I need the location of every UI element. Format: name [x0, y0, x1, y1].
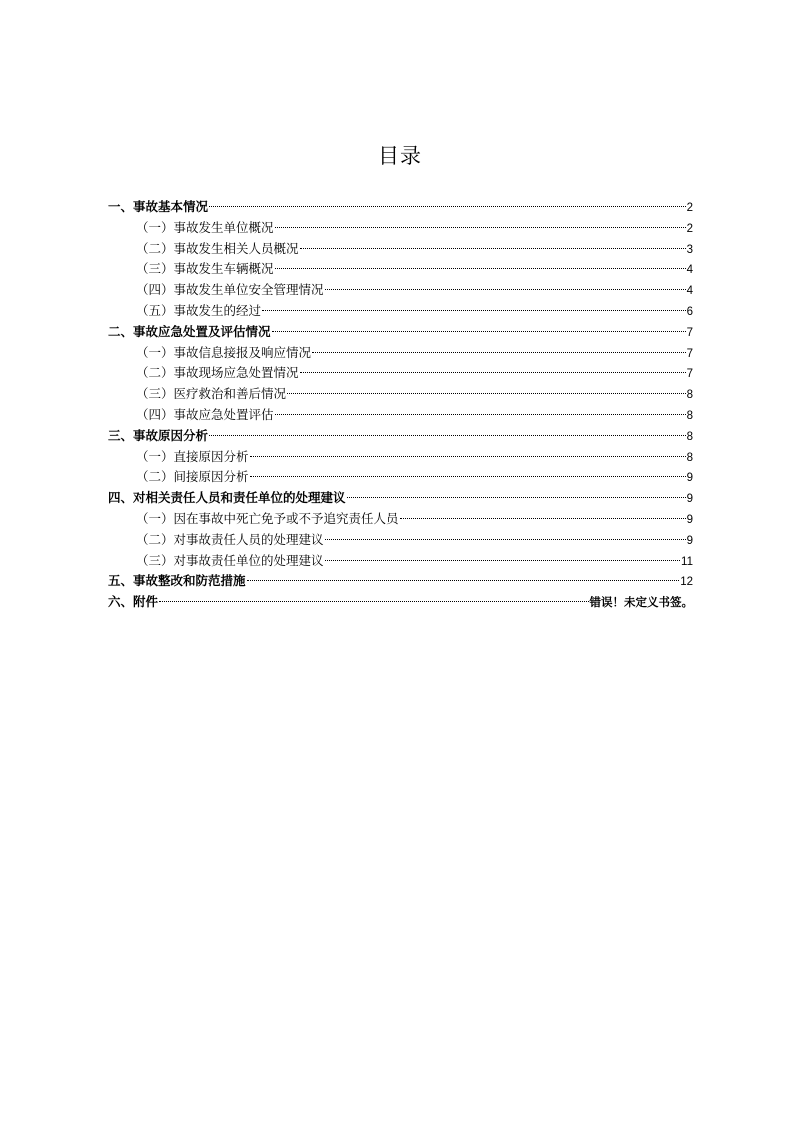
toc-entry[interactable] — [108, 301, 693, 322]
toc-entry-page: 8 — [686, 430, 693, 443]
toc-entry[interactable] — [108, 218, 693, 239]
toc-entry[interactable] — [108, 322, 693, 343]
toc-leader-dots — [209, 206, 686, 207]
toc-entry-label: （二）事故发生相关人员概况 — [136, 240, 299, 256]
toc-entry-label: （二）对事故责任人员的处理建议 — [136, 531, 324, 547]
toc-entry-label: （一）直接原因分析 — [136, 448, 249, 464]
toc-leader-dots — [250, 456, 686, 457]
toc-entry-label: 三、事故原因分析 — [108, 427, 209, 443]
toc-entry-page: 8 — [686, 451, 693, 464]
toc-entry-page: 4 — [686, 264, 693, 277]
toc-entry-label: （四）事故发生单位安全管理情况 — [136, 282, 324, 298]
toc-entry-label: （一）事故发生单位概况 — [136, 219, 274, 235]
toc-leader-dots — [159, 601, 588, 602]
toc-entry-label: （二）间接原因分析 — [136, 469, 249, 485]
toc-leader-dots — [275, 268, 686, 269]
toc-entry[interactable] — [108, 363, 693, 384]
toc-entry-label: 五、事故整改和防范措施 — [108, 573, 246, 589]
toc-entry[interactable] — [108, 384, 693, 405]
toc-entry-label: （二）事故现场应急处置情况 — [136, 365, 299, 381]
toc-entry[interactable] — [108, 530, 693, 551]
toc-entry-page: 8 — [686, 409, 693, 422]
table-of-contents — [108, 197, 693, 613]
toc-leader-dots — [272, 331, 686, 332]
toc-entry-page: 8 — [686, 389, 693, 402]
toc-entry[interactable] — [108, 509, 693, 530]
toc-entry-page: 6 — [686, 305, 693, 318]
toc-leader-dots — [287, 393, 686, 394]
toc-entry-label: （三）医疗救治和善后情况 — [136, 386, 287, 402]
toc-entry[interactable] — [108, 343, 693, 364]
toc-entry[interactable] — [108, 259, 693, 280]
toc-entry-label: 一、事故基本情况 — [108, 199, 209, 214]
toc-entry-page: 9 — [686, 534, 693, 547]
toc-leader-dots — [400, 518, 686, 519]
toc-leader-dots — [325, 289, 686, 290]
toc-leader-dots — [325, 539, 686, 540]
toc-entry-page: 4 — [686, 285, 693, 298]
toc-leader-dots — [275, 414, 686, 415]
toc-entry-label: （一）事故信息接报及响应情况 — [136, 344, 312, 360]
toc-entry[interactable] — [108, 571, 693, 592]
toc-entry-page: 2 — [686, 222, 693, 235]
toc-entry-label: （三）事故发生车辆概况 — [136, 261, 274, 277]
toc-leader-dots — [247, 580, 680, 581]
toc-entry-page: 3 — [686, 243, 693, 256]
toc-entry-page: 2 — [686, 202, 693, 214]
toc-entry-page: 7 — [686, 368, 693, 381]
toc-entry-page: 7 — [686, 347, 693, 360]
toc-leader-dots — [250, 476, 686, 477]
toc-entry-page: 9 — [686, 513, 693, 526]
toc-entry-page: 9 — [686, 472, 693, 485]
toc-leader-dots — [300, 248, 686, 249]
toc-entry[interactable] — [108, 197, 693, 218]
toc-entry[interactable] — [108, 239, 693, 260]
toc-entry-label: 四、对相关责任人员和责任单位的处理建议 — [108, 490, 346, 506]
toc-entry[interactable] — [108, 280, 693, 301]
page-title: 目录 — [378, 144, 422, 168]
toc-leader-dots — [312, 352, 686, 353]
toc-leader-dots — [262, 310, 686, 311]
toc-entry-page: 11 — [681, 555, 693, 568]
toc-entry-label: 二、事故应急处置及评估情况 — [108, 323, 271, 339]
toc-leader-dots — [275, 227, 686, 228]
toc-entry-label: （五）事故发生的经过 — [136, 302, 262, 318]
toc-entry-page: 7 — [686, 326, 693, 339]
toc-entry-page: 12 — [680, 576, 693, 589]
toc-entry[interactable] — [108, 488, 693, 509]
toc-leader-dots — [325, 560, 681, 561]
toc-leader-dots — [300, 372, 686, 373]
toc-entry-label: 六、附件 — [108, 594, 159, 610]
toc-leader-dots — [209, 435, 686, 436]
toc-entry[interactable] — [108, 592, 693, 613]
toc-entry-label: （四）事故应急处置评估 — [136, 406, 274, 422]
toc-entry[interactable] — [108, 405, 693, 426]
toc-entry-page: 9 — [686, 493, 693, 506]
toc-entry[interactable] — [108, 551, 693, 572]
toc-entry-label: （三）对事故责任单位的处理建议 — [136, 552, 324, 568]
toc-entry[interactable] — [108, 426, 693, 447]
toc-entry-page-error: 错误！未定义书签。 — [589, 595, 693, 610]
toc-entry[interactable] — [108, 447, 693, 468]
toc-entry[interactable] — [108, 467, 693, 488]
toc-entry-label: （一）因在事故中死亡免予或不予追究责任人员 — [136, 510, 399, 526]
toc-leader-dots — [347, 497, 686, 498]
